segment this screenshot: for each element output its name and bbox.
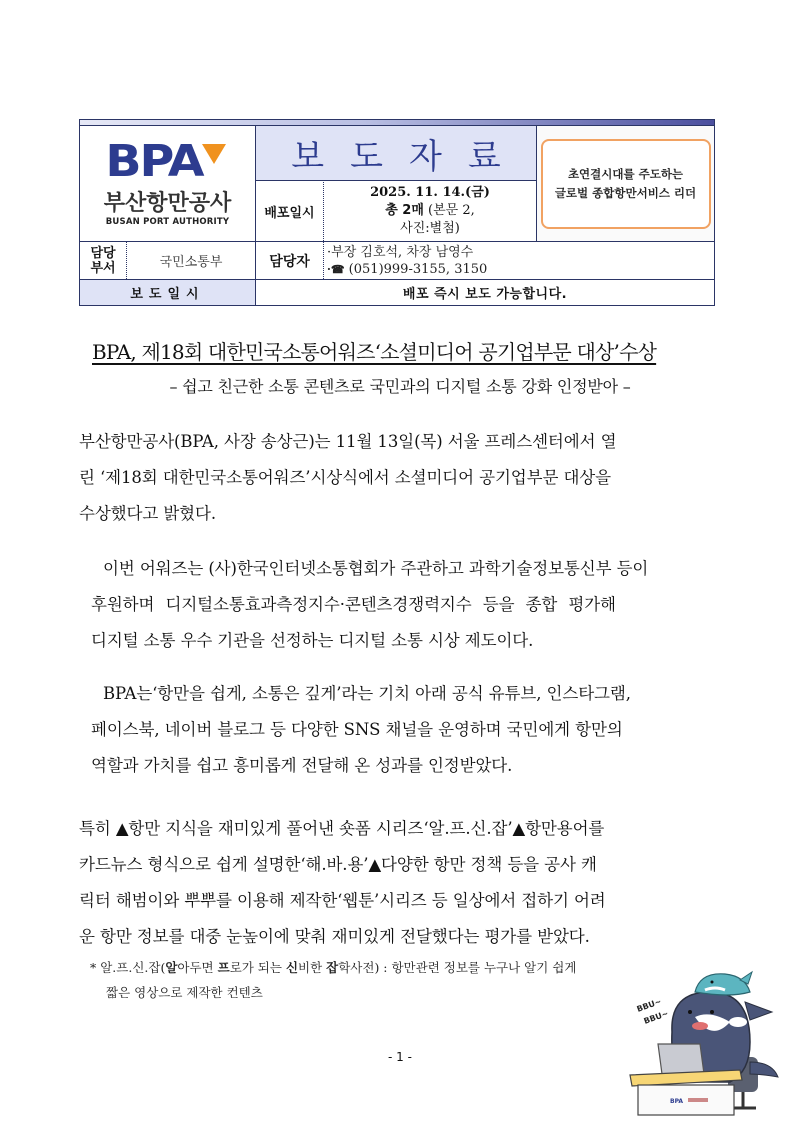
telephone-icon: ☎ bbox=[330, 262, 345, 276]
dolphin-mascot-icon bbox=[695, 974, 750, 995]
paragraph-line: 릭터 해범이와 뿌뿌를 이용해 제작한‘웹툰’시리즈 등 일상에서 접하기 어려 bbox=[79, 891, 606, 910]
desk-icon bbox=[630, 1070, 742, 1086]
page-count-total: 총 2매 bbox=[385, 203, 424, 218]
svg-text:BBU~: BBU~ bbox=[642, 1008, 670, 1026]
paragraph-line: 이번 어워즈는 (사)한국인터넷소통협회가 주관하고 과학기술정보통신부 등이 bbox=[103, 559, 649, 578]
headline: BPA, 제18회 대한민국소통어워즈‘소셜미디어 공기업부문 대상’수상 bbox=[92, 340, 657, 364]
page-number: - 1 - bbox=[388, 1050, 412, 1064]
orange-triangle-icon bbox=[202, 144, 226, 164]
paragraph-line: 수상했다고 밝혔다. bbox=[79, 504, 217, 523]
footnote-text: 아두면 bbox=[177, 960, 218, 975]
whale-mascot-illustration bbox=[600, 962, 790, 1120]
page-count bbox=[385, 202, 475, 220]
paragraph-line: 특히 ▲항만 지식을 재미있게 풀어낸 숏폼 시리즈‘알.프.신.잡’▲항만용어를 bbox=[79, 819, 605, 838]
paragraph-4 bbox=[79, 811, 719, 955]
paragraph-line: 디지털 소통 우수 기관을 선정하는 디지털 소통 시상 제도이다. bbox=[91, 631, 534, 650]
bpa-logo-mark bbox=[105, 136, 226, 187]
bpa-logo bbox=[80, 126, 255, 241]
paragraph-line: 린 ‘제18회 대한민국소통어워즈’시상식에서 소셜미디어 공기업부문 대상을 bbox=[79, 468, 611, 487]
paragraph-line: 페이스북, 네이버 블로그 등 다양한 SNS 채널을 운영하며 국민에게 항만의 bbox=[91, 720, 623, 739]
svg-text:BPA: BPA bbox=[670, 1098, 684, 1105]
page-count-detail-2: 사진:별첨) bbox=[400, 221, 460, 236]
paragraph-line: 역할과 가치를 쉽고 흥미롭게 전달해 온 성과를 인정받았다. bbox=[91, 756, 513, 775]
department-label bbox=[80, 241, 126, 279]
release-time-label: 보도일시 bbox=[80, 279, 255, 305]
slogan-line-1: 초연결시대를 주도하는 bbox=[567, 166, 684, 181]
footnote-text: * 알.프.신.잡( bbox=[90, 960, 166, 975]
footnote-bold: 프 bbox=[217, 960, 230, 975]
laptop-icon bbox=[658, 1044, 704, 1074]
department-label-line-2: 부서 bbox=[90, 260, 116, 276]
paragraph-line: BPA는‘항만을 쉽게, 소통은 깊게’라는 기치 아래 공식 유튜브, 인스타그램, bbox=[103, 684, 631, 703]
contact-names: ·부장 김호석, 차장 남영수 bbox=[327, 244, 474, 260]
footnote-text: 비한 bbox=[298, 960, 327, 975]
slogan-cell bbox=[536, 126, 714, 241]
paragraph-line: 카드뉴스 형식으로 쉽게 설명한‘해.바.용’▲다양한 항만 정책 등을 공사 캐 bbox=[79, 855, 597, 874]
footnote-line-2: 짧은 영상으로 제작한 컨텐츠 bbox=[106, 985, 263, 1000]
contact-phone: (051)999-3155, 3150 bbox=[344, 261, 488, 277]
subheadline: – 쉽고 친근한 소통 콘텐츠로 국민과의 디지털 소통 강화 인정받아 – bbox=[169, 377, 631, 396]
svg-text:BBU~: BBU~ bbox=[635, 996, 663, 1014]
logo-name-english: BUSAN PORT AUTHORITY bbox=[105, 217, 230, 227]
logo-name-korean: 부산항만공사 bbox=[103, 191, 232, 216]
contact-phone-line bbox=[327, 261, 487, 278]
press-release-header-table bbox=[79, 119, 715, 306]
contact-person-value bbox=[323, 241, 714, 279]
footnote-bold: 알 bbox=[165, 960, 178, 975]
release-time-value: 배포 즉시 보도 가능합니다. bbox=[255, 279, 714, 305]
department-value: 국민소통부 bbox=[126, 241, 255, 279]
footnote-bold: 잡 bbox=[326, 960, 339, 975]
department-label-line-1: 담당 bbox=[90, 245, 116, 261]
distribution-date-label: 배포일시 bbox=[255, 180, 323, 241]
paragraph-line: 후원하며 디지털소통효과측정지수·콘텐츠경쟁력지수 등을 종합 평가해 bbox=[91, 595, 616, 614]
footnote-text: 학사전) : 항만관련 정보를 누구나 알기 쉽게 bbox=[338, 960, 577, 975]
paragraph-line: 운 항만 정보를 대중 눈높이에 맞춰 재미있게 전달했다는 평가를 받았다. bbox=[79, 927, 590, 946]
slogan-line-2: 글로벌 종합항만서비스 리더 bbox=[554, 185, 697, 200]
phone-icon: · bbox=[327, 262, 331, 276]
paragraph-1 bbox=[79, 424, 719, 532]
paragraph-3 bbox=[79, 676, 719, 784]
distribution-date-value bbox=[323, 180, 536, 241]
document-title: 보도자료 bbox=[255, 126, 536, 180]
page-count-detail: (본문 2, bbox=[423, 203, 475, 218]
paragraph-2 bbox=[79, 551, 719, 659]
footnote-text: 로가 되는 bbox=[229, 960, 286, 975]
bpa-logo-text: BPA bbox=[105, 136, 203, 187]
footnote-bold: 신 bbox=[285, 960, 299, 975]
slogan-box bbox=[541, 139, 711, 229]
paragraph-line: 부산항만공사(BPA, 사장 송상근)는 11월 13일(목) 서울 프레스센터에서 열 bbox=[79, 432, 617, 451]
distribution-date: 2025. 11. 14.(금) bbox=[370, 185, 490, 200]
contact-person-label: 담당자 bbox=[255, 241, 323, 279]
